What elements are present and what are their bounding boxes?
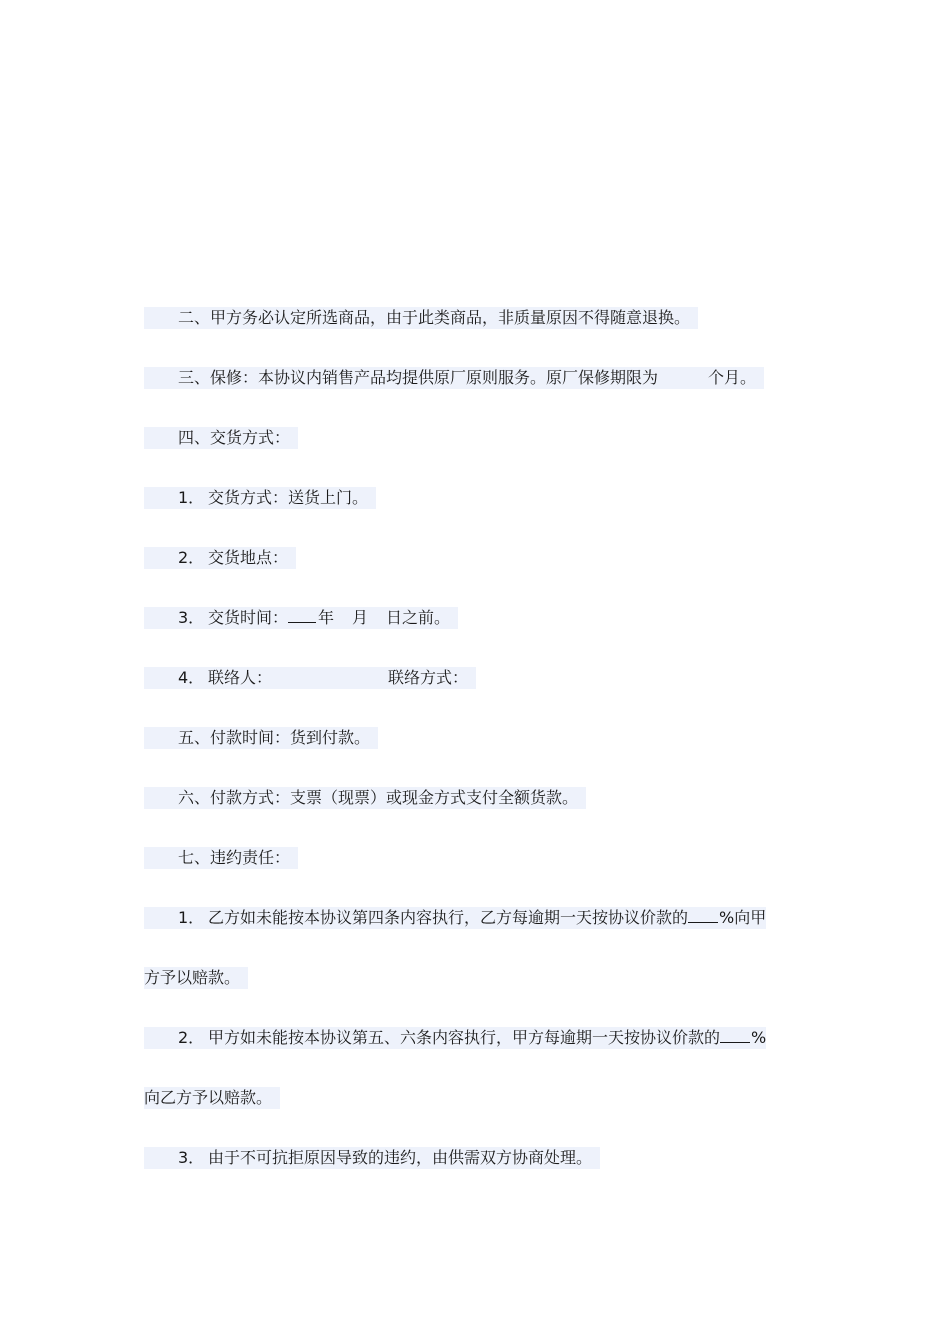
clause-6-highlight <box>144 787 586 809</box>
clause-4-3-number: 3． <box>178 608 205 627</box>
clause-7-3 <box>144 1146 600 1170</box>
clause-4-text: 四、交货方式： <box>178 428 291 447</box>
clause-4-heading <box>144 426 298 450</box>
clause-7-3-number: 3． <box>178 1148 205 1167</box>
clause-4-4-highlight <box>144 667 476 689</box>
clause-7-1-number: 1． <box>178 908 205 927</box>
clause-4-1-text: 交货方式：送货上门。 <box>208 488 369 507</box>
clause-7-2-number: 2． <box>178 1028 205 1047</box>
clause-7-heading <box>144 846 298 870</box>
clause-7-highlight <box>144 847 298 869</box>
clause-7-1-cont-text: 方予以赔款。 <box>144 968 241 987</box>
penalty-rate-blank-2 <box>720 1028 750 1043</box>
clause-6-text: 六、付款方式：支票（现票）或现金方式支付全额货款。 <box>178 788 579 807</box>
clause-3-highlight <box>144 367 764 389</box>
month-label: 月 <box>352 608 369 627</box>
clause-5 <box>144 726 378 750</box>
clause-2-text: 二、甲方务必认定所选商品，由于此类商品，非质量原因不得随意退换。 <box>178 308 691 327</box>
clause-4-3 <box>144 606 458 630</box>
clause-7-3-text: 由于不可抗拒原因导致的违约，由供需双方协商处理。 <box>208 1148 593 1167</box>
clause-7-2-suffix: % <box>751 1028 767 1047</box>
clause-5-text: 五、付款时间：货到付款。 <box>178 728 371 747</box>
clause-4-3-label: 交货时间： <box>208 608 289 627</box>
day-label: 日之前。 <box>386 608 451 627</box>
clause-4-1-number: 1． <box>178 488 205 507</box>
clause-7-1-text: 乙方如未能按本协议第四条内容执行，乙方每逾期一天按协议价款的 <box>208 908 689 927</box>
clause-7-1 <box>144 906 766 930</box>
clause-7-2 <box>144 1026 766 1050</box>
clause-7-1-continued <box>144 966 248 990</box>
clause-7-1-cont-highlight <box>144 967 248 989</box>
clause-7-text: 七、违约责任： <box>178 848 291 867</box>
contact-method-label: 联络方式： <box>388 668 469 687</box>
clause-7-2-text: 甲方如未能按本协议第五、六条内容执行，甲方每逾期一天按协议价款的 <box>208 1028 721 1047</box>
clause-4-4 <box>144 666 476 690</box>
clause-3-text: 三、保修：本协议内销售产品均提供原厂原则服务。原厂保修期限为 <box>178 368 659 387</box>
clause-4-2-number: 2． <box>178 548 205 567</box>
clause-4-highlight <box>144 427 298 449</box>
clause-7-2-highlight <box>144 1027 766 1049</box>
contact-person-label: 联络人： <box>208 668 273 687</box>
clause-7-2-cont-highlight <box>144 1087 280 1109</box>
clause-4-3-highlight <box>144 607 458 629</box>
clause-4-1 <box>144 486 376 510</box>
clause-4-1-highlight <box>144 487 376 509</box>
clause-3-suffix: 个月。 <box>708 368 757 387</box>
clause-7-3-highlight <box>144 1147 600 1169</box>
clause-4-2 <box>144 546 296 570</box>
clause-4-2-text: 交货地点： <box>208 548 289 567</box>
clause-5-highlight <box>144 727 378 749</box>
year-blank <box>288 608 316 623</box>
clause-2 <box>144 306 698 330</box>
clause-3 <box>144 366 764 390</box>
clause-4-2-highlight <box>144 547 296 569</box>
year-label: 年 <box>318 608 335 627</box>
clause-7-2-cont-text: 向乙方予以赔款。 <box>144 1088 273 1107</box>
clause-4-4-number: 4． <box>178 668 205 687</box>
clause-7-1-suffix: %向甲 <box>719 908 767 927</box>
clause-6 <box>144 786 586 810</box>
clause-7-2-continued <box>144 1086 280 1110</box>
penalty-rate-blank-1 <box>688 908 718 923</box>
clause-2-highlight <box>144 307 698 329</box>
clause-7-1-highlight <box>144 907 766 929</box>
